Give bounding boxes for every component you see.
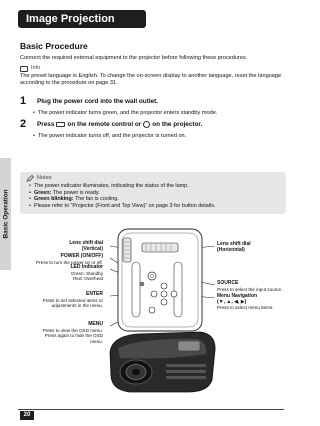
notes-pencil-icon — [26, 175, 34, 182]
callout-source: SOURCE Press to select the input source. — [217, 280, 283, 292]
step-2-title — [37, 121, 202, 128]
callout-led: LED Indicator Green: Standby Red: Overheat — [70, 264, 103, 282]
intro-text: Connect the required external equipment to the projector before following these procedures. — [20, 55, 248, 61]
info-label: Info — [31, 65, 41, 71]
step-2-title-b: on the remote control or — [67, 121, 142, 129]
remote-power-button-icon — [56, 122, 65, 127]
callout-menu: MENU Press to view the OSD menu. Press again to hide the OSD menu. — [42, 321, 103, 344]
step-1-title: Plug the power cord into the wall outlet. — [37, 98, 159, 105]
step-2-title-c: on the projector. — [152, 121, 203, 129]
page-title: Image Projection — [18, 10, 146, 28]
callout-lens-horizontal: Lens shift dial (Horizontal) — [217, 241, 251, 253]
step-2-bullet: • The power indicator turns off, and the projector is turned on. — [38, 133, 186, 140]
step-2-title-a: Press — [37, 121, 55, 129]
notes-item-1: • The power indicator illuminates, indicating the status of the lamp. — [34, 183, 189, 190]
side-tab-label: Basic Operation — [2, 189, 9, 239]
notes-green-blinking: • Green blinking: The fan is cooling. — [34, 196, 119, 203]
notes-label: Notes — [37, 175, 52, 181]
notes-item-2: • Please refer to “Projector (Front and Top View)” on page 3 for button details. — [34, 203, 215, 210]
side-tab — [0, 158, 11, 270]
callout-enter: ENTER Press to set selected items or adjustments in the menu. — [42, 291, 103, 309]
callout-lens-vertical: Lens shift dial (Vertical) — [69, 240, 103, 252]
step-2-number: 2 — [20, 118, 27, 130]
callout-menu-navigation: Menu Navigation (▼, ▲, ◀, ▶) Press to select menu items. — [217, 293, 274, 311]
notes-green: • Green: The power is ready. — [34, 190, 100, 197]
info-icon — [20, 66, 28, 72]
info-text-2: according to the procedure on page 31. — [20, 80, 118, 86]
control-panel — [118, 229, 202, 331]
projector-diagram — [108, 224, 218, 396]
callout-power: POWER (ON/OFF) Press to turn the power on or off. — [36, 253, 103, 265]
page-number: 20 — [20, 411, 34, 420]
footer-rule — [18, 409, 284, 410]
section-heading: Basic Procedure — [20, 41, 88, 51]
projector-body-image — [110, 332, 215, 392]
info-text-1: The preset language is English. To change the on-screen display to another language, reset the language — [20, 73, 282, 79]
step-1-number: 1 — [20, 95, 27, 107]
projector-power-button-icon — [143, 121, 150, 128]
step-1-bullet: • The power indicator turns green, and the projector enters standby mode. — [38, 110, 217, 117]
